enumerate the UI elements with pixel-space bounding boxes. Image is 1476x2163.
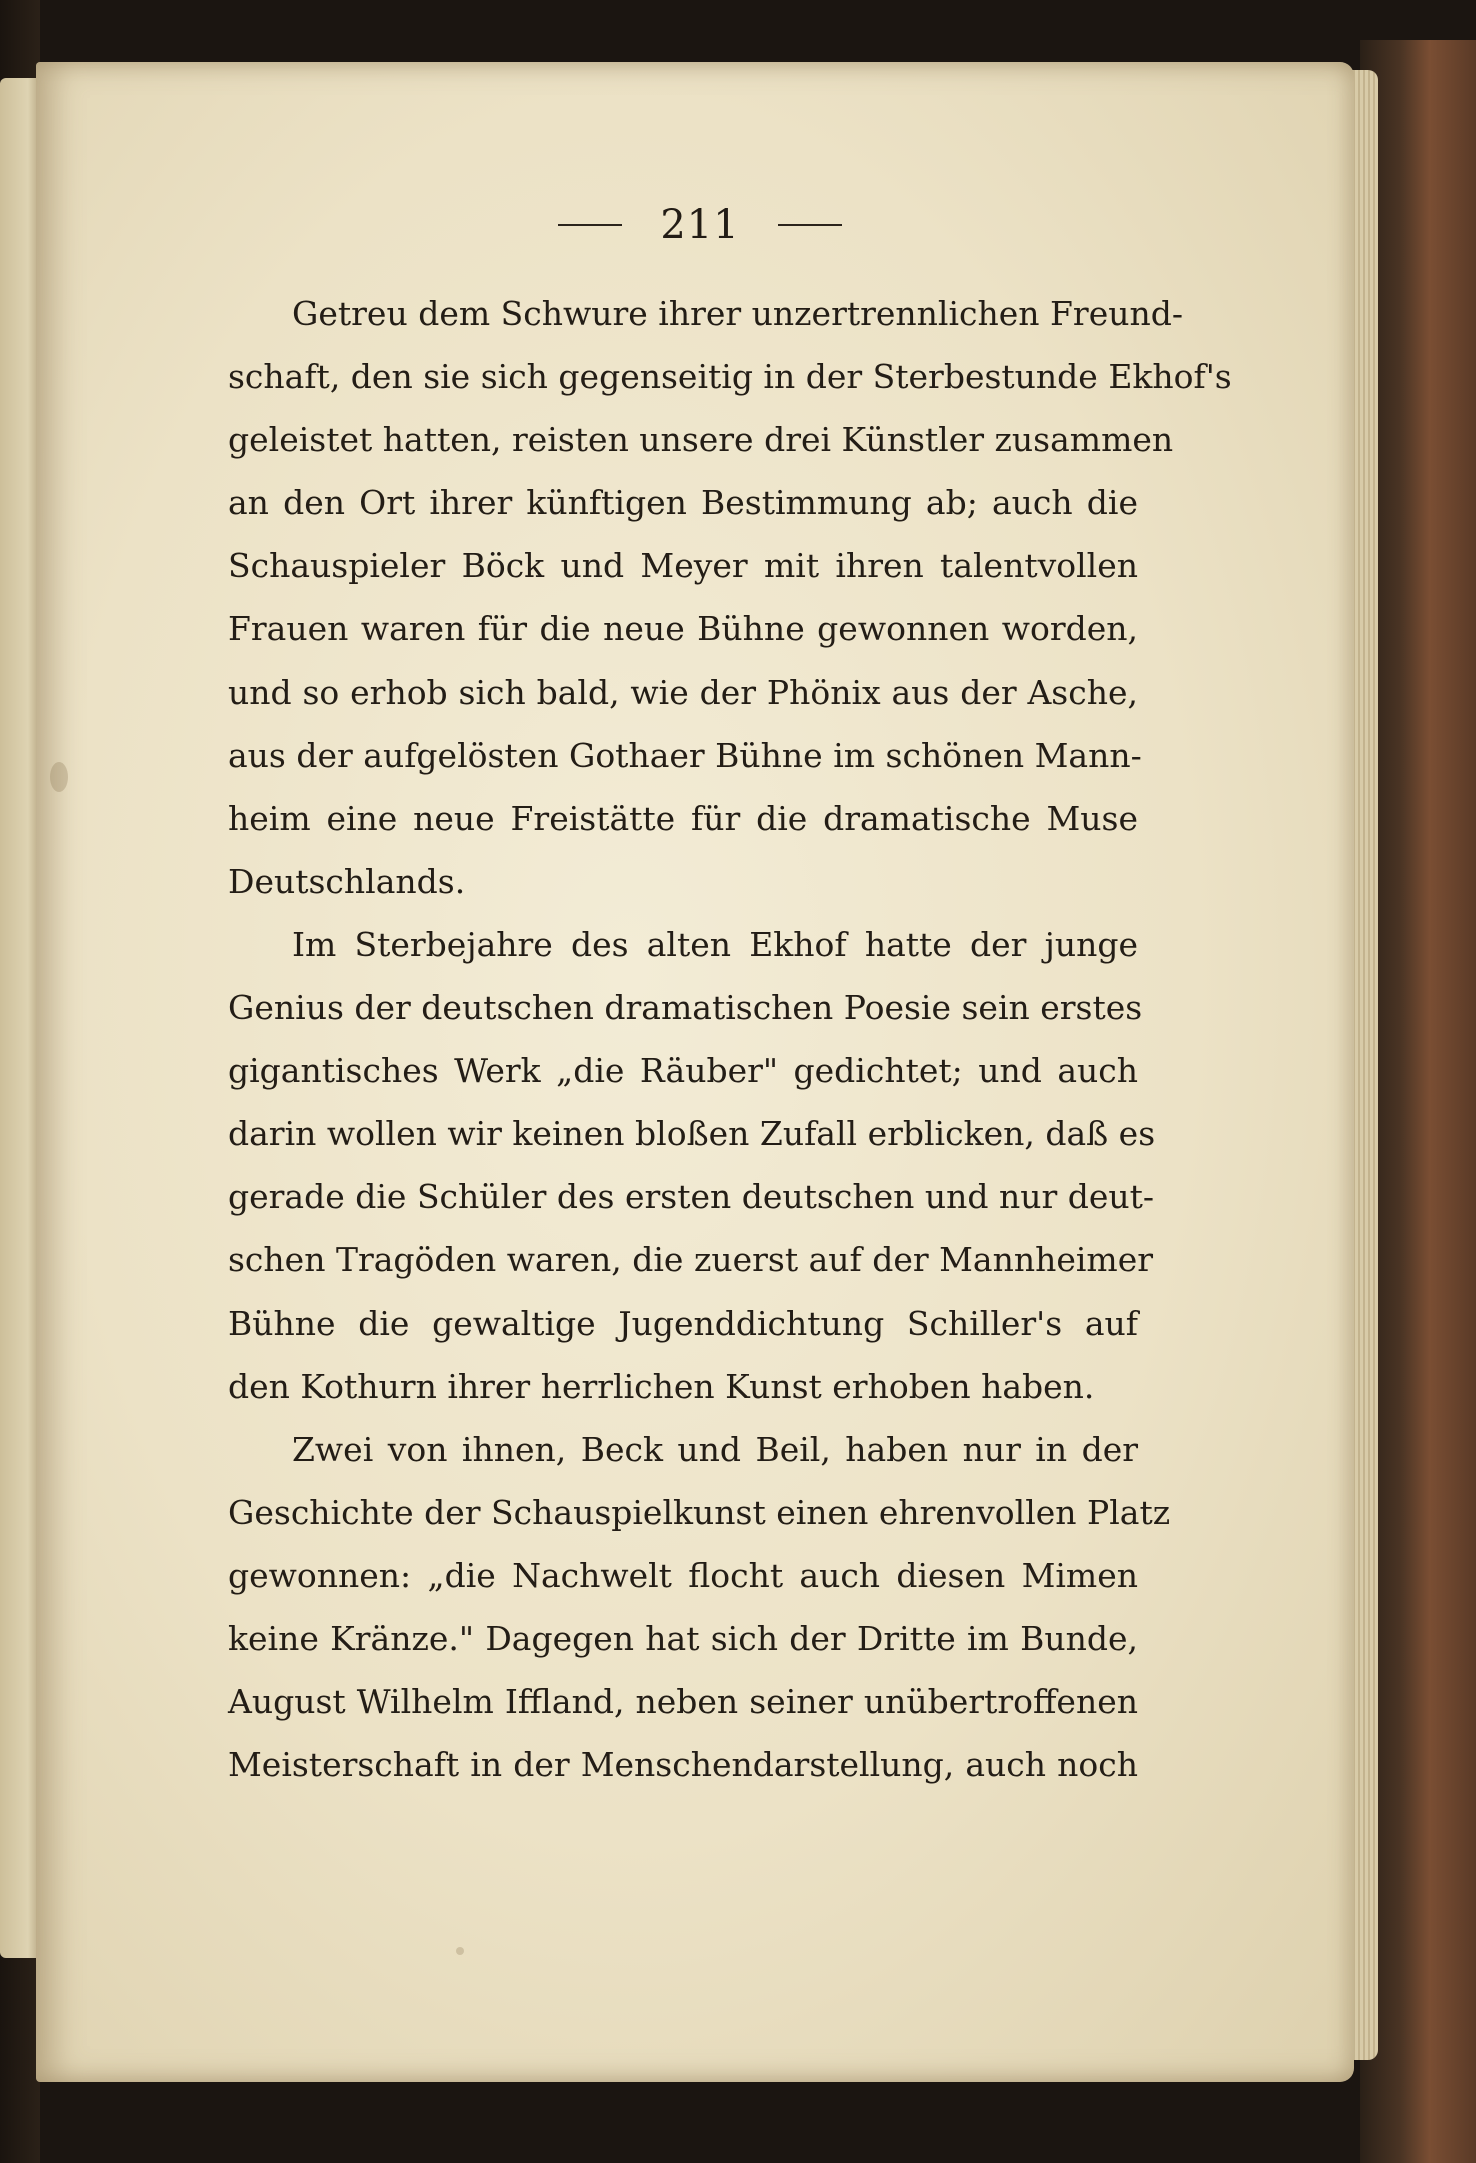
text-line: heim eine neue Freistätte für die dramatische Muse [228,798,1138,838]
text-line: Genius der deutschen dramatischen Poesie sein erstes [228,988,1143,1028]
text-line: Geschichte der Schauspielkunst einen ehrenvollen Platz [228,1492,1171,1532]
text-line: schen Tragöden waren, die zuerst auf der Mannheimer [228,1240,1154,1280]
text-line: aus der aufgelösten Gothaer Bühne im schönen Mann- [228,735,1142,775]
text-line: den Kothurn ihrer herrlichen Kunst erhoben haben. [228,1366,1095,1406]
text-line: Meisterschaft in der Menschendarstellung, auch noch [228,1745,1138,1785]
text-line: Frauen waren für die neue Bühne gewonnen worden, [228,609,1138,649]
text-line: Getreu dem Schwure ihrer unzertrennlichen Freund- [292,294,1184,333]
previous-page-edge [0,78,40,1958]
text-line: Im Sterbejahre des alten Ekhof hatte der junge [292,924,1138,964]
text-line: und so erhob sich bald, wie der Phönix aus der Asche, [228,672,1138,712]
page-header [540,195,860,255]
text-line: Schauspieler Böck und Meyer mit ihren talentvollen [228,546,1138,586]
text-line: Zwei von ihnen, Beck und Beil, haben nur in der [292,1429,1138,1469]
text-line: geleistet hatten, reisten unsere drei Künstler zusammen [228,420,1174,460]
text-line: gewonnen: „die Nachwelt flocht auch diesen Mimen [228,1555,1138,1595]
text-line: Deutschlands. [228,861,466,901]
stain-mark [50,762,68,792]
header-dash-left [558,224,622,226]
text-line: keine Kränze." Dagegen hat sich der Dritte im Bunde, [228,1618,1138,1658]
text-line: gigantisches Werk „die Räuber" gedichtet; und auch [228,1051,1138,1091]
text-line: August Wilhelm Iffland, neben seiner unübertroffenen [228,1682,1138,1722]
text-line: darin wollen wir keinen bloßen Zufall erblicken, daß es [228,1114,1156,1154]
header-dash-right [778,224,842,226]
text-line: Bühne die gewaltige Jugenddichtung Schiller's auf [228,1303,1138,1343]
text-line: schaft, den sie sich gegenseitig in der Sterbestunde Ekhof's [228,357,1232,397]
text-line: an den Ort ihrer künftigen Bestimmung ab; auch die [228,483,1138,523]
text-line: gerade die Schüler des ersten deutschen und nur deut- [228,1177,1155,1217]
body-text [228,282,1232,1796]
stain-mark [456,1947,464,1955]
page-number: 211 [660,202,740,248]
